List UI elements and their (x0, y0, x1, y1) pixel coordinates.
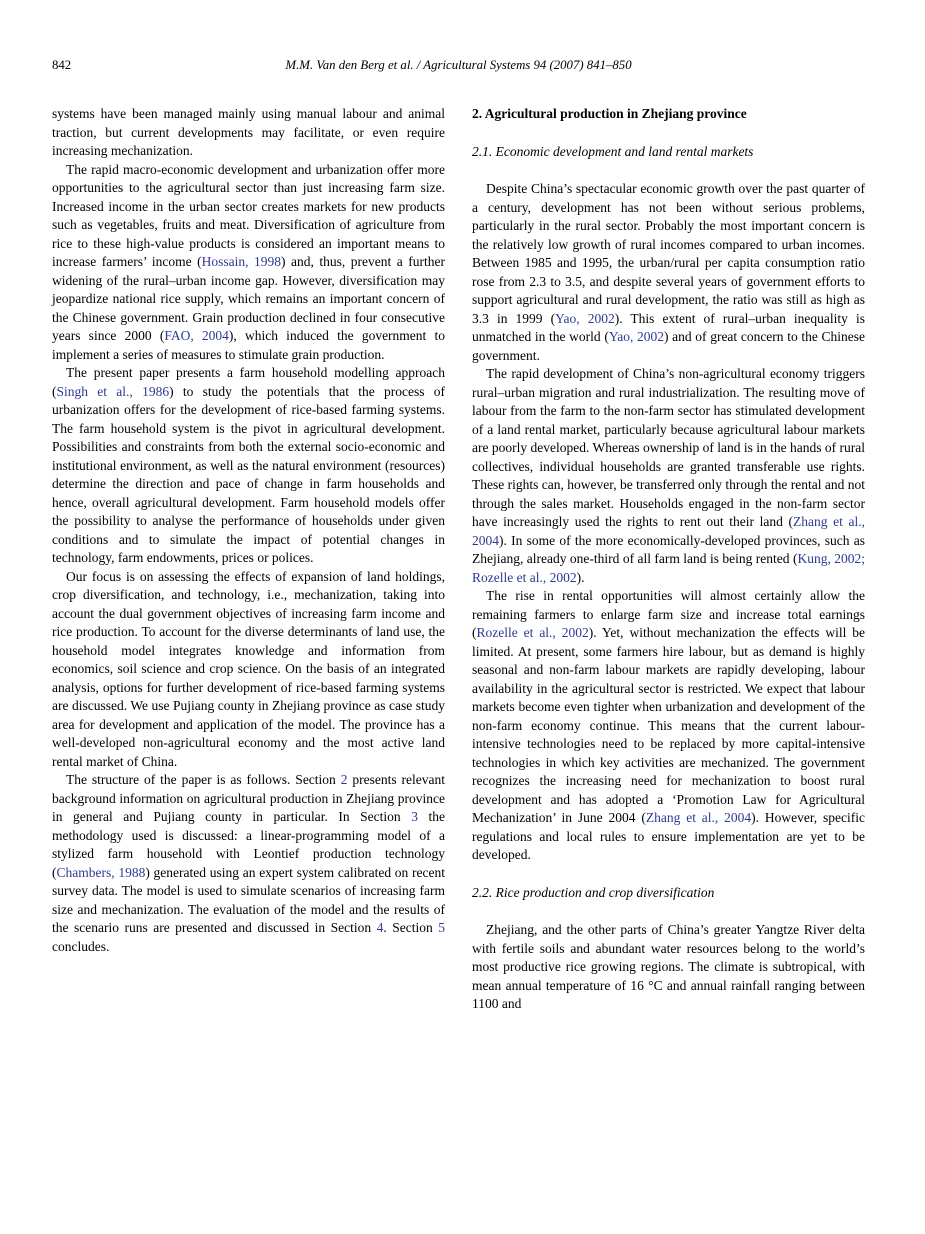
text-run: ). Yet, without mechanization the effects will be limited. At present, some farmers hire labour, but as demand is highly seasonal and non-farm labour markets are rapidly developing, labour availability in the agricultural sector is restricted. We expect that labour markets become even tighter when urbanization and development of the non-farm economy continue. This means that the current labour-intensive technologies need to be replaced by more capital-intensive technologies in which key activities are mechanized. The government recognizes the increasing need for mechanization to boost rural development and has adopted a ‘Promotion Law for Agricultural Mechanization’ in June 2004 ( (472, 625, 865, 825)
text-run: Zhejiang, and the other parts of China’s greater Yangtze River delta with fertile soils and abundant water resources belong to the world’s most productive rice growing regions. The climate is subtropical, with mean annual temperature of 16 °C and annual rainfall ranging between 1100 and (472, 922, 865, 1011)
text-run: ). (576, 569, 585, 585)
text-run: the methodology used is discussed: a linear-programming model of a stylized farm household with Leontief production technology ( (52, 809, 445, 880)
citation-link[interactable]: Singh et al., 1986 (56, 383, 170, 399)
text-run: 2. Agricultural production in Zhejiang province (472, 106, 747, 121)
citation-link[interactable]: Yao, 2002 (608, 329, 664, 344)
paragraph (472, 587, 865, 865)
subsection-heading (472, 143, 865, 162)
paragraph (52, 771, 445, 956)
paragraph (472, 921, 865, 1014)
paragraph (52, 568, 445, 772)
text-run: concludes. (52, 938, 110, 954)
paragraph (52, 105, 445, 161)
subsection-heading (472, 884, 865, 903)
citation-link[interactable]: 3 (411, 809, 418, 824)
citation-link[interactable]: Kung, 2002; Rozelle et al., 2002 (472, 551, 865, 585)
text-run: ). In some of the more economically-developed provinces, such as Zhejiang, already one-third of all farm land is being rented ( (472, 532, 865, 566)
page-number: 842 (52, 58, 72, 72)
text-run: . Section (383, 920, 439, 935)
text-run: The present paper presents a farm household modelling approach ( (52, 365, 445, 399)
text-run: Our focus is on assessing the effects of expansion of land holdings, crop diversification, and technology, i.e., mechanization, taking into account the dual government objectives of increasing farm income and rice production. To account for the diverse determinants of land use, the household model integrates knowledge and information from economics, soil science and crop science. On the basis of an integrated analysis, options for further development of rice-based farming systems are discussed. We use Pujiang county in Zhejiang province as case study area for development and application of the model. The province has a well-developed non-agricultural economy and the most active land rental market of China. (52, 568, 445, 769)
citation-link[interactable]: 2 (340, 772, 348, 787)
text-run: ), which induced the government to implement a series of measures to stimulate grain production. (52, 328, 446, 362)
text-run: The structure of the paper is as follows. Section (66, 772, 341, 787)
citation-link[interactable]: 5 (438, 920, 446, 935)
text-run: ). However, specific regulations and local rules to ensure implementation are yet to be developed. (472, 810, 865, 862)
citation-link[interactable]: Zhang et al., 2004 (645, 810, 752, 825)
citation-link[interactable]: FAO, 2004 (164, 328, 229, 343)
text-run: ) to study the potentials that the process of urbanization offers for the development of rice-based farming systems. The farm household system is the pivot in agricultural development. Possibilities and constraints from both the external socio-economic and institutional environment, as well as the natural environment (resources) determine the direction and pace of change in farm households and hence, overall agricultural development. Farm household models offer the possibility to analyse the performance of households under given conditions and to simulate the impact of potential changes in technology, farm endowments, prices or polices. (52, 383, 445, 565)
text-run: 2.1. Economic development and land rental markets (472, 143, 754, 159)
text-run: The rise in rental opportunities will almost certainly allow the remaining farmers to enlarge farm size and increase total earnings ( (472, 588, 865, 640)
text-run: ). This extent of rural–urban inequality is unmatched in the world ( (472, 310, 865, 344)
paragraph (52, 161, 445, 365)
text-run: presents relevant background information on agricultural production in Zhejiang province in general and Pujiang county in particular. In Section (52, 772, 445, 824)
section-heading (472, 105, 865, 124)
text-run: ) and, thus, prevent a further widening of the rural–urban income gap. However, diversification may jeopardize national rice supply, which remains an important concern of the Chinese government. Grain production declined in four consecutive years since 2000 ( (52, 254, 445, 343)
text-run: systems have been managed mainly using manual labour and animal traction, but current developments may facilitate, or even require increasing mechanization. (52, 106, 445, 158)
text-run: Despite China’s spectacular economic growth over the past quarter of a century, development has not been without serious problems, particularly in the rural sector. Probably the most important concern is the relatively low growth of rural incomes compared to urban incomes. Between 1985 and 1995, the urban/rural per capita consumption ratio rose from 2.3 to 3.5, and despite several years of government efforts to support agricultural and rural development, the ratio was still as high as 3.3 in 1999 ( (472, 181, 865, 326)
paragraph (472, 180, 865, 365)
paragraph (52, 364, 445, 568)
two-column-body (52, 105, 865, 1014)
citation-link[interactable]: Yao, 2002 (555, 310, 615, 326)
running-head: M.M. Van den Berg et al. / Agricultural Systems 94 (2007) 841–850 (285, 58, 632, 72)
citation-link[interactable]: Hossain, 1998 (201, 254, 282, 269)
text-run: The rapid macro-economic development and urbanization offer more opportunities to the agricultural sector than just increasing farm size. Increased income in the urban sector creates markets for new products such as vegetables, fruits and meat. Diversification of agriculture from rice to these high-value products is considered an important means to increase farmers’ income ( (52, 161, 445, 269)
citation-link[interactable]: Rozelle et al., 2002 (476, 625, 589, 640)
paragraph (472, 365, 865, 587)
right-column (472, 105, 865, 1014)
text-run: The rapid development of China’s non-agricultural economy triggers rural–urban migration and rural industrialization. The resulting move of labour from the farm to the non-farm sector has stimulated development of a land rental market, particularly because agricultural labour markets are poorly developed. Whereas ownership of land is in the hands of rural collectives, individual households are granted transferable use rights. These rights can, however, be transferred only through the rental and not through the sales market. Households engaged in the non-farm sector have increasingly used the rights to rent out their land ( (472, 366, 866, 529)
citation-link[interactable]: Zhang et al., 2004 (472, 514, 865, 548)
page-header (52, 58, 865, 75)
text-run: ) generated using an expert system calibrated on recent survey data. The model is used to simulate scenarios of increasing farm size and mechanization. The evaluation of the model and the results of the scenario runs are presented and discussed in Section (52, 864, 445, 935)
text-run: ) and of great concern to the Chinese government. (472, 329, 865, 363)
left-column (52, 105, 445, 1014)
citation-link[interactable]: Chambers, 1988 (56, 864, 146, 880)
text-run: 2.2. Rice production and crop diversification (472, 884, 715, 900)
citation-link[interactable]: 4 (376, 920, 384, 935)
